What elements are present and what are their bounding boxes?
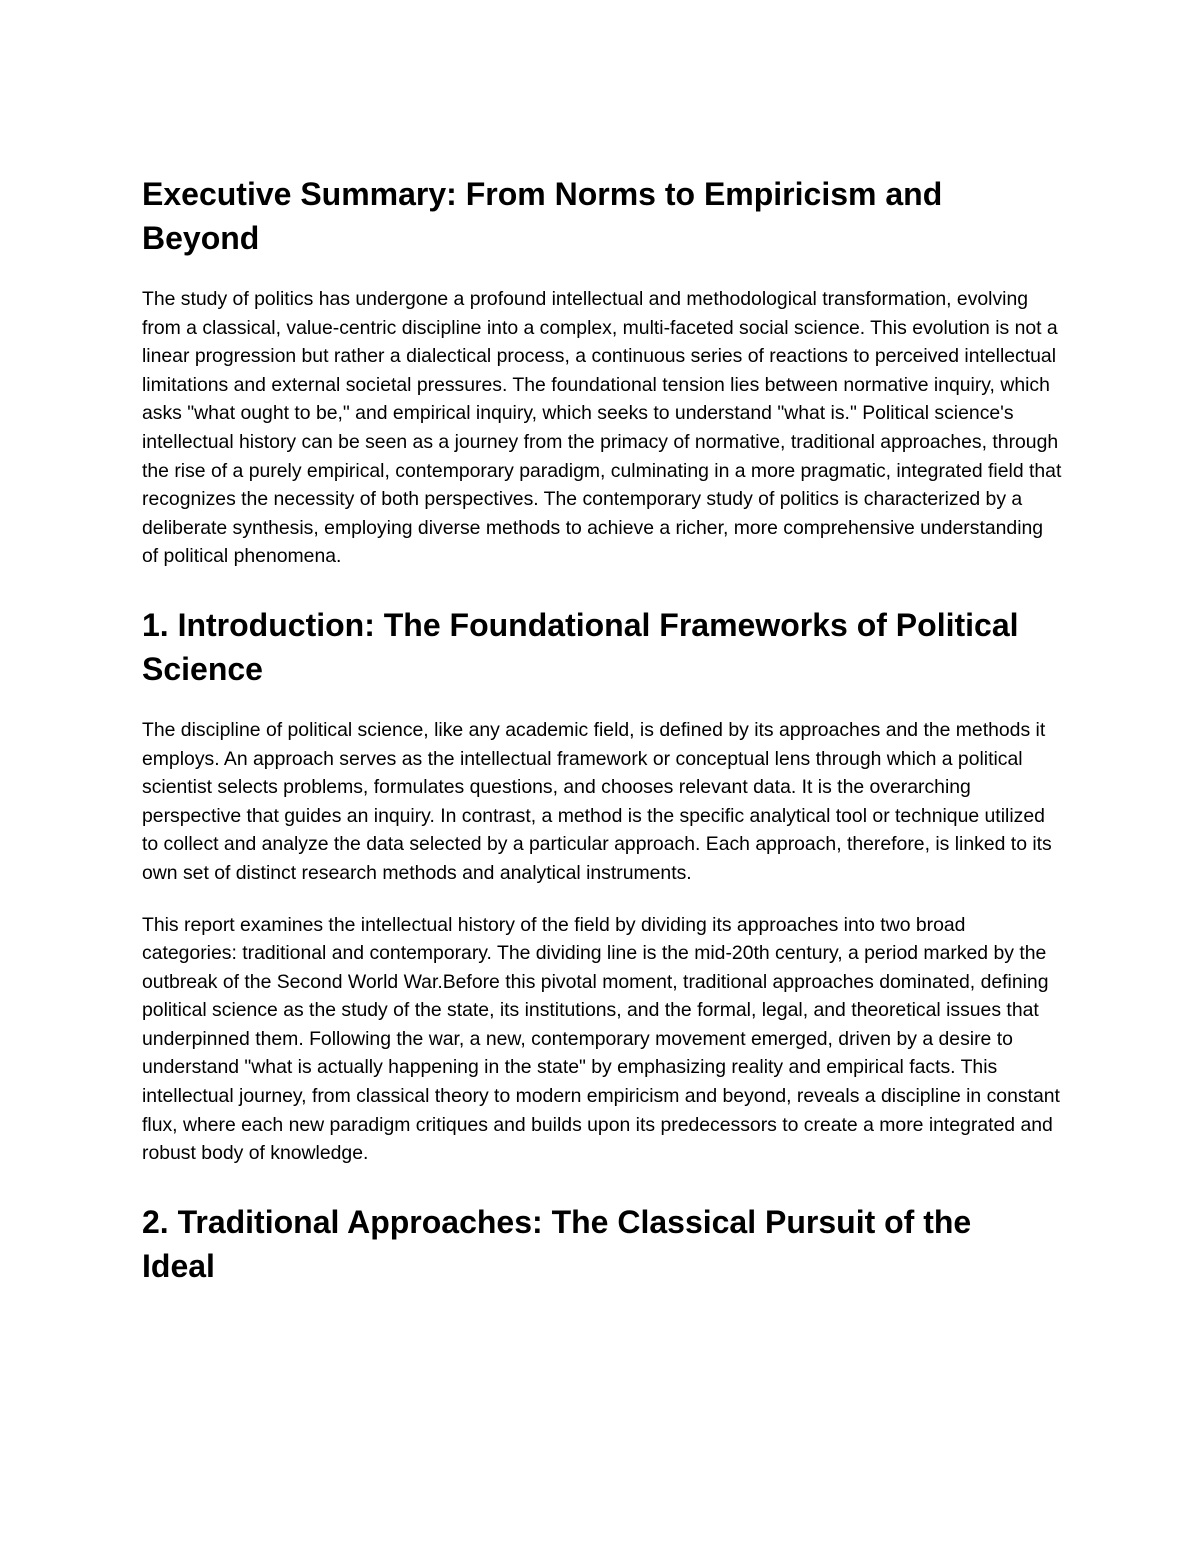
section-heading-executive-summary: Executive Summary: From Norms to Empiricism and Beyond <box>142 176 943 256</box>
document-page <box>142 172 1062 1288</box>
section-heading-traditional-approaches: 2. Traditional Approaches: The Classical Pursuit of the Ideal <box>142 1203 972 1284</box>
executive-summary-paragraph: The study of politics has undergone a profound intellectual and methodological transformation, evolving from a classical, value-centric discipline into a complex, multi-faceted social science. This evolution is not a linear progression but rather a dialectical process, a continuous series of reactions to perceived intellectual limitations and external societal pressures. The foundational tension lies between normative inquiry, which asks "what ought to be," and empirical inquiry, which seeks to understand "what is." Political science's intellectual history can be seen as a journey from the primacy of normative, traditional approaches, through the rise of a purely empirical, contemporary paradigm, culminating in a more pragmatic, integrated field that recognizes the necessity of both perspectives. The contemporary study of politics is characterized by a deliberate synthesis, employing diverse methods to achieve a richer, more comprehensive understanding of political phenomena. <box>142 288 1062 568</box>
section-heading-introduction: 1. Introduction: The Foundational Frameworks of Political Science <box>142 606 1019 687</box>
introduction-paragraph-1: The discipline of political science, like any academic field, is defined by its approaches and the methods it employs. An approach serves as the intellectual framework or conceptual lens through which a political scientist selects problems, formulates questions, and chooses relevant data. It is the overarching perspective that guides an inquiry. In contrast, a method is the specific analytical tool or technique utilized to collect and analyze the data selected by a particular approach. Each approach, therefore, is linked to its own set of distinct research methods and analytical instruments. <box>142 718 1052 884</box>
introduction-paragraph-2: This report examines the intellectual history of the field by dividing its approaches into two broad categories: traditional and contemporary. The dividing line is the mid-20th century, a period marked by the outbreak of the Second World War.Before this pivotal moment, traditional approaches dominated, defining political science as the study of the state, its institutions, and the formal, legal, and theoretical issues that underpinned them. Following the war, a new, contemporary movement emerged, driven by a desire to understand "what is actually happening in the state" by emphasizing reality and empirical facts. This intellectual journey, from classical theory to modern empiricism and beyond, reveals a discipline in constant flux, where each new paradigm critiques and builds upon its predecessors to create a more integrated and robust body of knowledge. <box>142 913 1060 1165</box>
